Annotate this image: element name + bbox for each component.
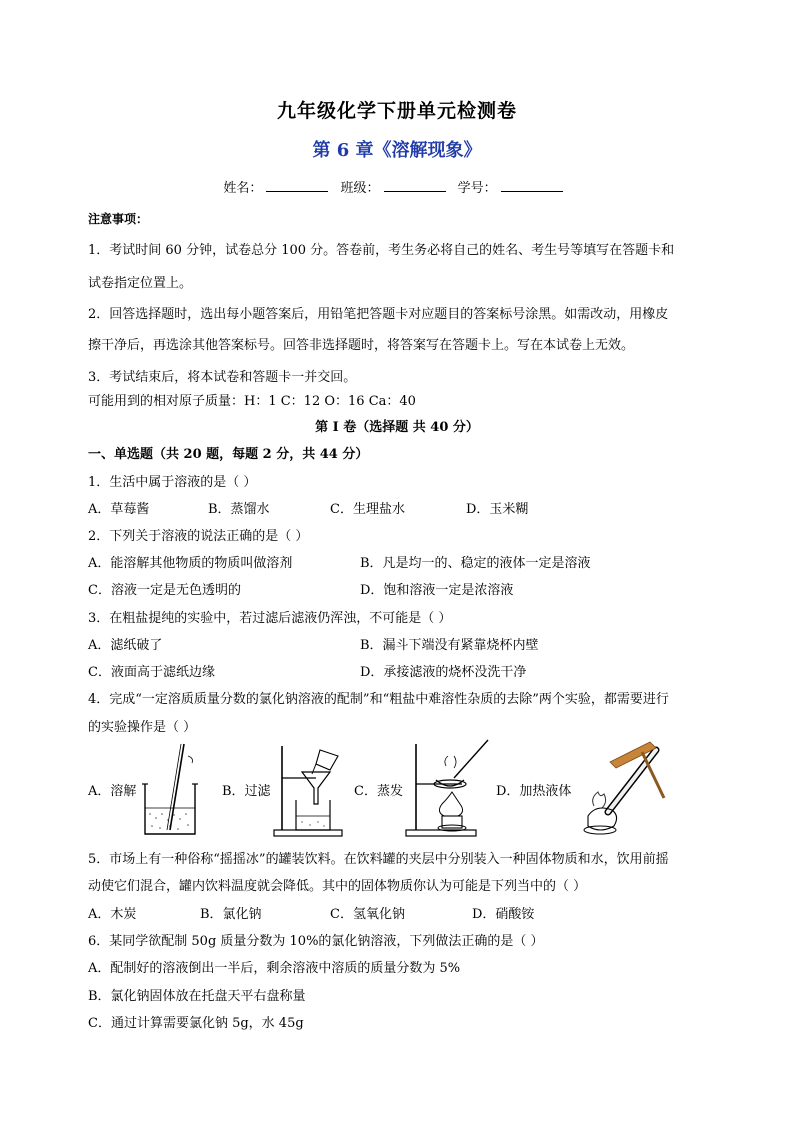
notice-item-3: 3．考试结束后，将本试卷和答题卡一并交回。: [88, 370, 357, 385]
section-heading: 一、单选题（共 20 题，每题 2 分，共 44 分）: [88, 447, 369, 462]
id-blank[interactable]: [501, 179, 563, 192]
question-6-option-a[interactable]: A．配制好的溶液倒出一半后，剩余溶液中溶质的质量分数为 5%: [88, 961, 461, 976]
question-2-stem: 2．下列关于溶液的说法正确的是（ ）: [88, 529, 309, 544]
name-label: 姓名：: [223, 181, 263, 196]
question-5-option-b[interactable]: B．氯化钠: [200, 907, 262, 922]
notice-item-1-line-1: 1．考试时间 60 分钟，试卷总分 100 分。答卷前，考生务必将自己的姓名、考生号等填写在答题卡和: [88, 243, 675, 258]
atomic-mass-line: 可能用到的相对原子质量：H：1 C：12 O：16 Ca：40: [88, 394, 416, 409]
notice-item-1-line-2: 试卷指定位置上。: [88, 276, 193, 291]
question-2-option-a[interactable]: A．能溶解其他物质的物质叫做溶剂: [88, 556, 293, 571]
question-5-option-c[interactable]: C．氢氧化钠: [330, 907, 405, 922]
class-label: 班级：: [340, 181, 380, 196]
question-1-option-a[interactable]: A．草莓酱: [88, 502, 150, 517]
filtration-apparatus-figure: [272, 742, 344, 838]
question-3-option-b[interactable]: B．漏斗下端没有紧靠烧杯内壁: [360, 638, 539, 653]
evaporation-apparatus-figure: [404, 738, 494, 838]
question-4-option-c[interactable]: C．蒸发: [354, 784, 403, 799]
question-5-stem-line-1: 5．市场上有一种俗称“摇摇冰”的罐装饮料。在饮料罐的夹层中分别装入一种固体物质和水，饮用前摇: [88, 852, 669, 867]
question-5-option-d[interactable]: D．硝酸铵: [472, 907, 535, 922]
question-5-option-a[interactable]: A．木炭: [88, 907, 137, 922]
question-4-stem-line-2: 的实验操作是（ ）: [88, 720, 197, 735]
question-3-option-d[interactable]: D．承接滤液的烧杯没洗干净: [360, 665, 527, 680]
question-6-stem: 6．某同学欲配制 50g 质量分数为 10%的氯化钠溶液，下列做法正确的是（ ）: [88, 934, 544, 949]
question-1-option-d[interactable]: D．玉米糊: [466, 502, 529, 517]
question-6-option-b[interactable]: B．氯化钠固体放在托盘天平右盘称量: [88, 989, 306, 1004]
chapter-subtitle: 第 6 章《溶解现象》: [312, 140, 482, 161]
dissolving-beaker-figure: [140, 742, 200, 838]
id-label: 学号：: [457, 181, 497, 196]
question-2-option-d[interactable]: D．饱和溶液一定是浓溶液: [360, 583, 514, 598]
question-1-stem: 1．生活中属于溶液的是（ ）: [88, 475, 257, 490]
question-5-stem-line-2: 动使它们混合，罐内饮料温度就会降低。其中的固体物质你认为可能是下列当中的（ ）: [88, 879, 587, 894]
question-3-stem: 3．在粗盐提纯的实验中，若过滤后滤液仍浑浊，不可能是（ ）: [88, 611, 452, 626]
question-4-option-d[interactable]: D．加热液体: [496, 784, 572, 799]
student-info-line: [0, 177, 794, 196]
question-1-option-c[interactable]: C．生理盐水: [330, 502, 405, 517]
notice-heading: 注意事项：: [88, 212, 149, 226]
question-4-stem-line-1: 4．完成“一定溶质质量分数的氯化钠溶液的配制”和“粗盐中难溶性杂质的去除”两个实验，都需要进行: [88, 692, 669, 707]
page-title: 九年级化学下册单元检测卷: [276, 100, 517, 122]
question-4-option-a[interactable]: A．溶解: [88, 784, 137, 799]
class-blank[interactable]: [384, 179, 446, 192]
question-3-option-a[interactable]: A．滤纸破了: [88, 638, 163, 653]
question-6-option-c[interactable]: C．通过计算需要氯化钠 5g，水 45g: [88, 1016, 304, 1031]
question-4-option-b[interactable]: B．过滤: [222, 784, 271, 799]
question-1-option-b[interactable]: B．蒸馏水: [208, 502, 270, 517]
notice-item-2-line-1: 2．回答选择题时，选出每小题答案后，用铅笔把答题卡对应题目的答案标号涂黑。如需改动，用橡皮: [88, 307, 669, 322]
heating-liquid-figure: [572, 738, 672, 838]
name-blank[interactable]: [266, 179, 328, 192]
question-2-option-b[interactable]: B．凡是均一的、稳定的液体一定是溶液: [360, 556, 591, 571]
question-2-option-c[interactable]: C．溶液一定是无色透明的: [88, 583, 241, 598]
question-3-option-c[interactable]: C．液面高于滤纸边缘: [88, 665, 215, 680]
notice-item-2-line-2: 擦干净后，再选涂其他答案标号。回答非选择题时，将答案写在答题卡上。写在本试卷上无效。: [88, 338, 635, 353]
part1-heading: 第 I 卷（选择题 共 40 分）: [315, 420, 479, 435]
